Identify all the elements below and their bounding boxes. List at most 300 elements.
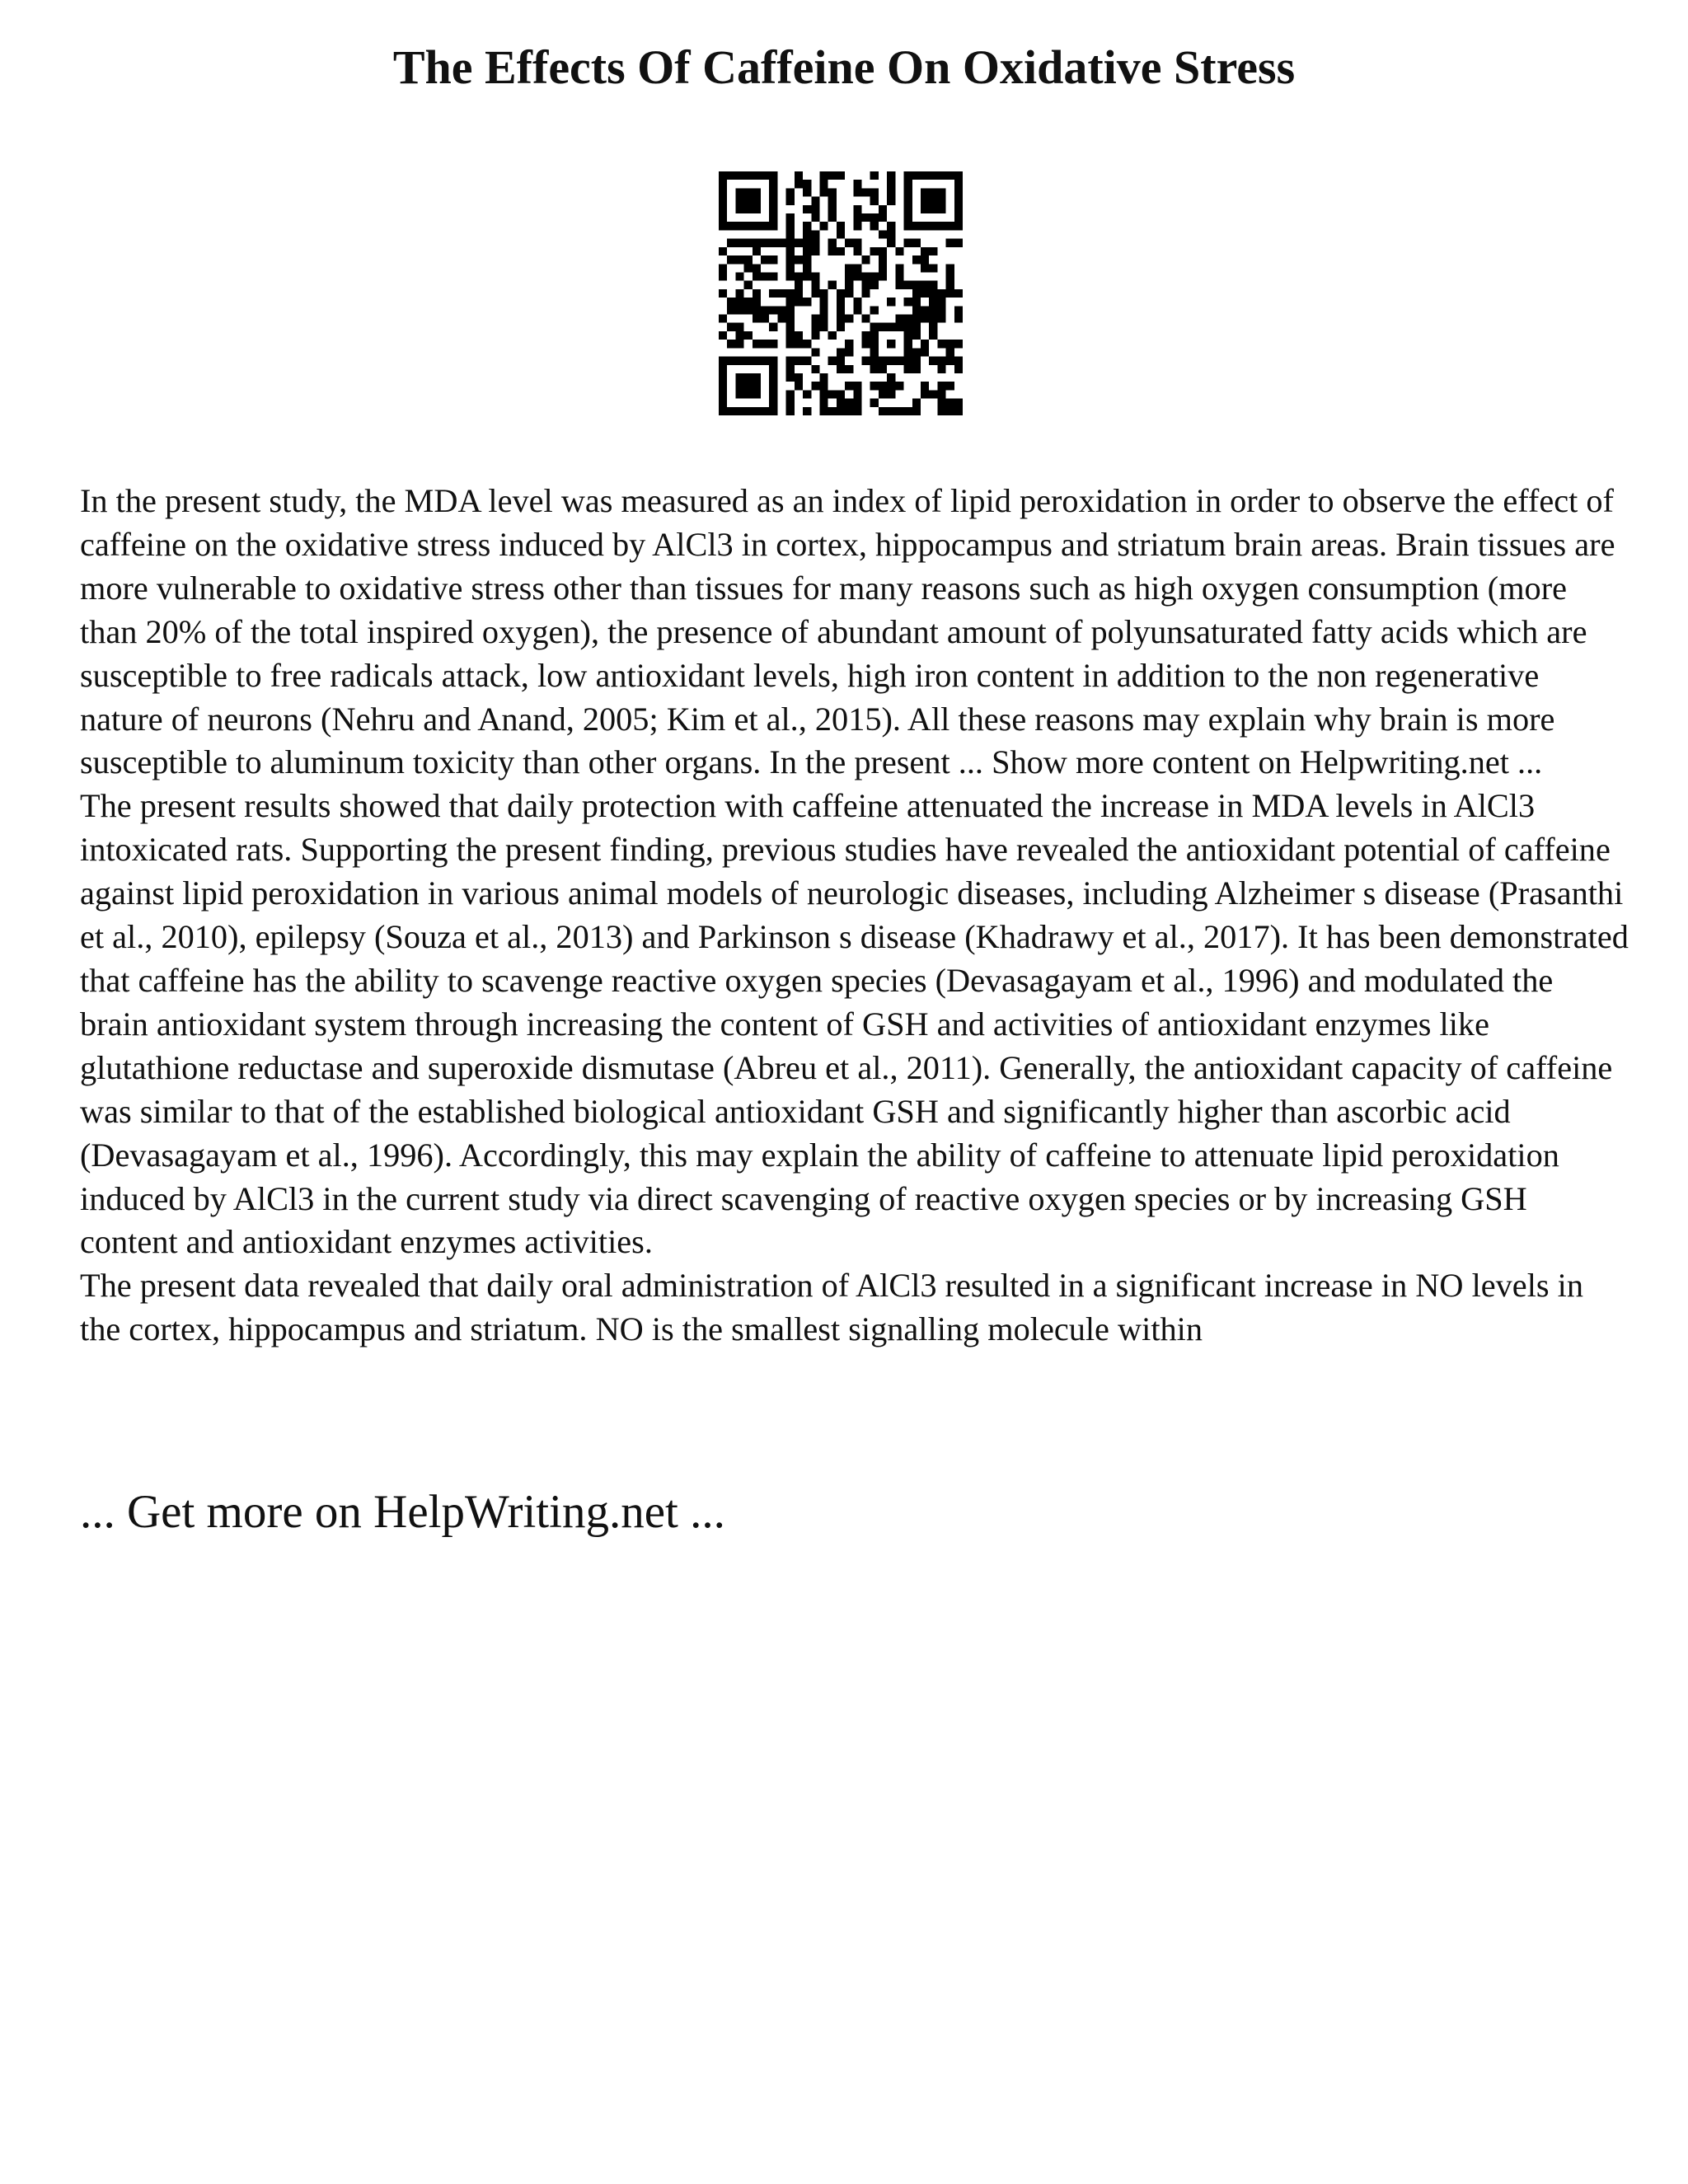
qr-module xyxy=(769,222,777,230)
qr-module xyxy=(929,298,937,306)
qr-module xyxy=(795,298,803,306)
qr-module xyxy=(879,230,887,238)
qr-module xyxy=(853,407,861,415)
qr-module xyxy=(753,222,761,230)
qr-module xyxy=(954,205,963,213)
qr-module xyxy=(904,331,912,340)
qr-module xyxy=(727,340,735,348)
qr-module xyxy=(954,197,963,205)
qr-module xyxy=(803,230,811,238)
qr-module xyxy=(786,289,795,298)
qr-module xyxy=(819,382,828,390)
qr-module xyxy=(735,298,743,306)
qr-module xyxy=(744,407,753,415)
qr-module xyxy=(912,171,921,180)
qr-module xyxy=(819,289,828,298)
qr-module xyxy=(828,281,837,289)
qr-module xyxy=(727,171,735,180)
qr-module xyxy=(719,272,727,280)
qr-module xyxy=(853,264,861,272)
qr-module xyxy=(954,399,963,407)
qr-module xyxy=(786,247,795,255)
qr-module xyxy=(937,382,945,390)
qr-module xyxy=(735,306,743,314)
qr-module xyxy=(895,264,903,272)
qr-module xyxy=(870,365,879,373)
qr-module xyxy=(946,340,954,348)
qr-module xyxy=(753,247,761,255)
qr-module xyxy=(795,272,803,280)
qr-module xyxy=(761,222,769,230)
qr-module xyxy=(912,289,921,298)
qr-module xyxy=(937,205,945,213)
qr-module xyxy=(753,171,761,180)
qr-module xyxy=(954,171,963,180)
qr-module xyxy=(887,407,895,415)
qr-module xyxy=(811,323,819,331)
qr-module xyxy=(837,171,845,180)
qr-module xyxy=(735,373,743,382)
qr-module xyxy=(954,357,963,365)
qr-module xyxy=(954,365,963,373)
qr-module xyxy=(845,365,853,373)
qr-module xyxy=(769,340,777,348)
qr-module xyxy=(895,315,903,323)
qr-module xyxy=(753,188,761,196)
qr-module xyxy=(786,222,795,230)
qr-module xyxy=(929,188,937,196)
qr-module xyxy=(819,323,828,331)
qr-module xyxy=(879,272,887,280)
qr-module xyxy=(853,239,861,247)
qr-module xyxy=(786,331,795,340)
qr-module xyxy=(870,247,879,255)
qr-module xyxy=(727,222,735,230)
qr-module xyxy=(904,407,912,415)
qr-module xyxy=(761,315,769,323)
qr-module xyxy=(828,247,837,255)
qr-module xyxy=(811,315,819,323)
qr-module xyxy=(744,255,753,264)
qr-module xyxy=(786,306,795,314)
qr-module xyxy=(819,306,828,314)
qr-module xyxy=(828,239,837,247)
qr-module xyxy=(870,197,879,205)
qr-module xyxy=(954,180,963,188)
qr-module xyxy=(879,264,887,272)
qr-module xyxy=(912,222,921,230)
qr-module xyxy=(719,205,727,213)
qr-module xyxy=(954,289,963,298)
qr-module xyxy=(912,365,921,373)
qr-module xyxy=(786,390,795,398)
qr-module xyxy=(912,399,921,407)
qr-module xyxy=(921,315,929,323)
qr-module xyxy=(845,407,853,415)
qr-module xyxy=(904,315,912,323)
qr-module xyxy=(837,365,845,373)
qr-module xyxy=(912,315,921,323)
qr-module xyxy=(929,289,937,298)
qr-module xyxy=(887,390,895,398)
qr-module xyxy=(811,239,819,247)
qr-module xyxy=(769,373,777,382)
qr-module xyxy=(753,315,761,323)
qr-module xyxy=(904,348,912,356)
qr-module xyxy=(912,407,921,415)
qr-module xyxy=(803,222,811,230)
qr-module xyxy=(719,197,727,205)
qr-module xyxy=(753,340,761,348)
qr-module xyxy=(904,197,912,205)
qr-module xyxy=(803,247,811,255)
qr-module xyxy=(719,171,727,180)
qr-module xyxy=(870,272,879,280)
qr-module xyxy=(870,357,879,365)
qr-module xyxy=(954,188,963,196)
qr-module xyxy=(811,365,819,373)
qr-module xyxy=(837,323,845,331)
qr-module xyxy=(837,289,845,298)
qr-module xyxy=(853,298,861,306)
qr-module xyxy=(937,390,945,398)
qr-module xyxy=(887,180,895,188)
qr-module xyxy=(753,272,761,280)
qr-module xyxy=(753,357,761,365)
qr-module xyxy=(769,180,777,188)
qr-module xyxy=(870,188,879,196)
qr-module xyxy=(786,340,795,348)
qr-module xyxy=(912,239,921,247)
qr-module xyxy=(937,171,945,180)
qr-module xyxy=(819,188,828,196)
qr-module xyxy=(946,171,954,180)
qr-module xyxy=(735,188,743,196)
qr-module xyxy=(887,239,895,247)
qr-module xyxy=(753,298,761,306)
qr-module xyxy=(753,205,761,213)
qr-module xyxy=(719,213,727,222)
qr-module xyxy=(895,272,903,280)
qr-module xyxy=(811,247,819,255)
qr-module xyxy=(811,289,819,298)
qr-module xyxy=(727,255,735,264)
qr-module xyxy=(845,289,853,298)
qr-module xyxy=(921,306,929,314)
qr-module xyxy=(769,399,777,407)
qr-module xyxy=(887,171,895,180)
qr-module xyxy=(735,331,743,340)
qr-module xyxy=(954,239,963,247)
qr-module xyxy=(845,239,853,247)
qr-module xyxy=(845,264,853,272)
qr-module xyxy=(727,357,735,365)
qr-module xyxy=(795,239,803,247)
qr-module xyxy=(845,399,853,407)
qr-module xyxy=(803,357,811,365)
qr-module xyxy=(786,298,795,306)
qr-module xyxy=(769,365,777,373)
qr-module xyxy=(735,171,743,180)
qr-module xyxy=(727,239,735,247)
qr-module xyxy=(929,222,937,230)
qr-module xyxy=(837,357,845,365)
qr-module xyxy=(719,289,727,298)
qr-module xyxy=(895,382,903,390)
qr-module xyxy=(887,197,895,205)
qr-module xyxy=(735,255,743,264)
qr-module xyxy=(870,222,879,230)
qr-module xyxy=(744,382,753,390)
qr-module xyxy=(912,255,921,264)
qr-module xyxy=(819,399,828,407)
qr-module xyxy=(795,255,803,264)
qr-module xyxy=(921,197,929,205)
qr-module xyxy=(862,340,870,348)
qr-module xyxy=(904,171,912,180)
qr-module xyxy=(921,171,929,180)
qr-module xyxy=(921,247,929,255)
qr-module xyxy=(879,247,887,255)
qr-module xyxy=(727,298,735,306)
qr-module xyxy=(921,255,929,264)
qr-module xyxy=(862,281,870,289)
qr-module xyxy=(769,239,777,247)
qr-module xyxy=(929,171,937,180)
qr-module xyxy=(921,264,929,272)
qr-module xyxy=(819,315,828,323)
qr-module xyxy=(929,247,937,255)
qr-module xyxy=(879,382,887,390)
qr-module xyxy=(769,213,777,222)
qr-module xyxy=(946,399,954,407)
qr-module xyxy=(803,272,811,280)
qr-module xyxy=(761,407,769,415)
qr-module xyxy=(803,264,811,272)
qr-module xyxy=(769,407,777,415)
qr-module xyxy=(761,272,769,280)
qr-module xyxy=(803,239,811,247)
get-more-link[interactable]: ... Get more on HelpWriting.net ... xyxy=(80,1486,725,1538)
qr-module xyxy=(853,382,861,390)
qr-module xyxy=(744,298,753,306)
qr-module xyxy=(946,348,954,356)
qr-module xyxy=(828,205,837,213)
qr-module xyxy=(769,255,777,264)
qr-module xyxy=(929,331,937,340)
qr-module xyxy=(769,205,777,213)
qr-module xyxy=(719,180,727,188)
qr-module xyxy=(853,247,861,255)
qr-module xyxy=(828,407,837,415)
qr-module xyxy=(803,298,811,306)
qr-module xyxy=(769,197,777,205)
qr-module xyxy=(853,222,861,230)
qr-module xyxy=(795,331,803,340)
qr-module xyxy=(795,180,803,188)
qr-module xyxy=(937,315,945,323)
qr-module xyxy=(777,315,785,323)
qr-module xyxy=(929,315,937,323)
qr-module xyxy=(786,272,795,280)
qr-module xyxy=(946,272,954,280)
qr-module xyxy=(937,197,945,205)
qr-module xyxy=(828,213,837,222)
qr-module xyxy=(719,188,727,196)
qr-module xyxy=(912,357,921,365)
qr-module xyxy=(753,264,761,272)
qr-module xyxy=(786,407,795,415)
qr-module xyxy=(735,289,743,298)
qr-module xyxy=(811,213,819,222)
qr-module xyxy=(946,222,954,230)
page-title: The Effects Of Caffeine On Oxidative Stress xyxy=(392,40,1296,94)
qr-module xyxy=(887,230,895,238)
qr-module xyxy=(929,357,937,365)
qr-module xyxy=(795,281,803,289)
qr-module xyxy=(837,247,845,255)
qr-module xyxy=(786,239,795,247)
qr-module xyxy=(735,222,743,230)
qr-module xyxy=(828,357,837,365)
qr-module xyxy=(921,205,929,213)
qr-module xyxy=(937,298,945,306)
qr-module xyxy=(904,323,912,331)
qr-module xyxy=(862,255,870,264)
qr-module xyxy=(786,315,795,323)
qr-module xyxy=(719,357,727,365)
qr-module xyxy=(937,306,945,314)
qr-module xyxy=(870,331,879,340)
qr-module xyxy=(929,323,937,331)
qr-module xyxy=(795,289,803,298)
qr-module xyxy=(853,205,861,213)
qr-module xyxy=(753,239,761,247)
qr-module xyxy=(819,390,828,398)
qr-module xyxy=(853,306,861,314)
qr-module xyxy=(912,331,921,340)
qr-module xyxy=(912,298,921,306)
qr-module xyxy=(837,390,845,398)
qr-module xyxy=(845,340,853,348)
qr-module xyxy=(887,340,895,348)
qr-module xyxy=(837,407,845,415)
qr-module xyxy=(837,348,845,356)
qr-module xyxy=(786,357,795,365)
qr-module xyxy=(828,197,837,205)
qr-module xyxy=(795,340,803,348)
qr-module xyxy=(921,188,929,196)
qr-module xyxy=(744,306,753,314)
qr-module xyxy=(845,272,853,280)
qr-module xyxy=(879,407,887,415)
qr-module xyxy=(744,222,753,230)
qr-module xyxy=(769,306,777,314)
qr-module xyxy=(887,382,895,390)
qr-module xyxy=(879,323,887,331)
qr-module xyxy=(719,373,727,382)
qr-module xyxy=(786,213,795,222)
qr-module xyxy=(735,239,743,247)
qr-module xyxy=(786,264,795,272)
qr-module xyxy=(929,197,937,205)
qr-module xyxy=(879,205,887,213)
qr-module xyxy=(786,230,795,238)
qr-module xyxy=(828,331,837,340)
qr-module xyxy=(786,323,795,331)
qr-module xyxy=(819,222,828,230)
qr-module xyxy=(777,289,785,298)
qr-module xyxy=(719,315,727,323)
qr-module xyxy=(719,399,727,407)
qr-module xyxy=(811,230,819,238)
qr-module xyxy=(879,255,887,264)
qr-module xyxy=(954,340,963,348)
qr-module xyxy=(946,407,954,415)
qr-module xyxy=(912,348,921,356)
qr-module xyxy=(803,188,811,196)
qr-module xyxy=(769,382,777,390)
qr-module xyxy=(862,272,870,280)
qr-module xyxy=(727,323,735,331)
qr-module xyxy=(954,407,963,415)
qr-module xyxy=(744,331,753,340)
qr-module xyxy=(954,222,963,230)
qr-module xyxy=(870,306,879,314)
qr-module xyxy=(811,348,819,356)
qr-module xyxy=(895,281,903,289)
qr-module xyxy=(753,306,761,314)
qr-module xyxy=(904,213,912,222)
qr-module xyxy=(862,188,870,196)
qr-module xyxy=(921,281,929,289)
qr-module xyxy=(795,357,803,365)
qr-module xyxy=(921,348,929,356)
qr-module xyxy=(786,197,795,205)
qr-module xyxy=(887,298,895,306)
qr-module xyxy=(744,373,753,382)
qr-module xyxy=(777,306,785,314)
qr-module xyxy=(744,205,753,213)
qr-module xyxy=(761,171,769,180)
qr-module xyxy=(929,205,937,213)
qr-module xyxy=(735,323,743,331)
qr-module xyxy=(803,205,811,213)
qr-module xyxy=(937,340,945,348)
qr-module xyxy=(769,171,777,180)
qr-module xyxy=(735,340,743,348)
qr-module xyxy=(819,180,828,188)
qr-module xyxy=(819,298,828,306)
qr-module xyxy=(912,281,921,289)
article-body xyxy=(80,480,1629,1352)
qr-module xyxy=(719,222,727,230)
qr-module xyxy=(819,171,828,180)
qr-module xyxy=(870,281,879,289)
qr-module xyxy=(735,197,743,205)
qr-module xyxy=(870,323,879,331)
qr-module xyxy=(811,272,819,280)
qr-module xyxy=(769,357,777,365)
qr-module xyxy=(753,197,761,205)
qr-module xyxy=(870,348,879,356)
qr-module xyxy=(904,239,912,247)
qr-module xyxy=(853,390,861,398)
qr-module xyxy=(845,315,853,323)
qr-module xyxy=(853,399,861,407)
qr-module xyxy=(921,390,929,398)
qr-module xyxy=(895,247,903,255)
